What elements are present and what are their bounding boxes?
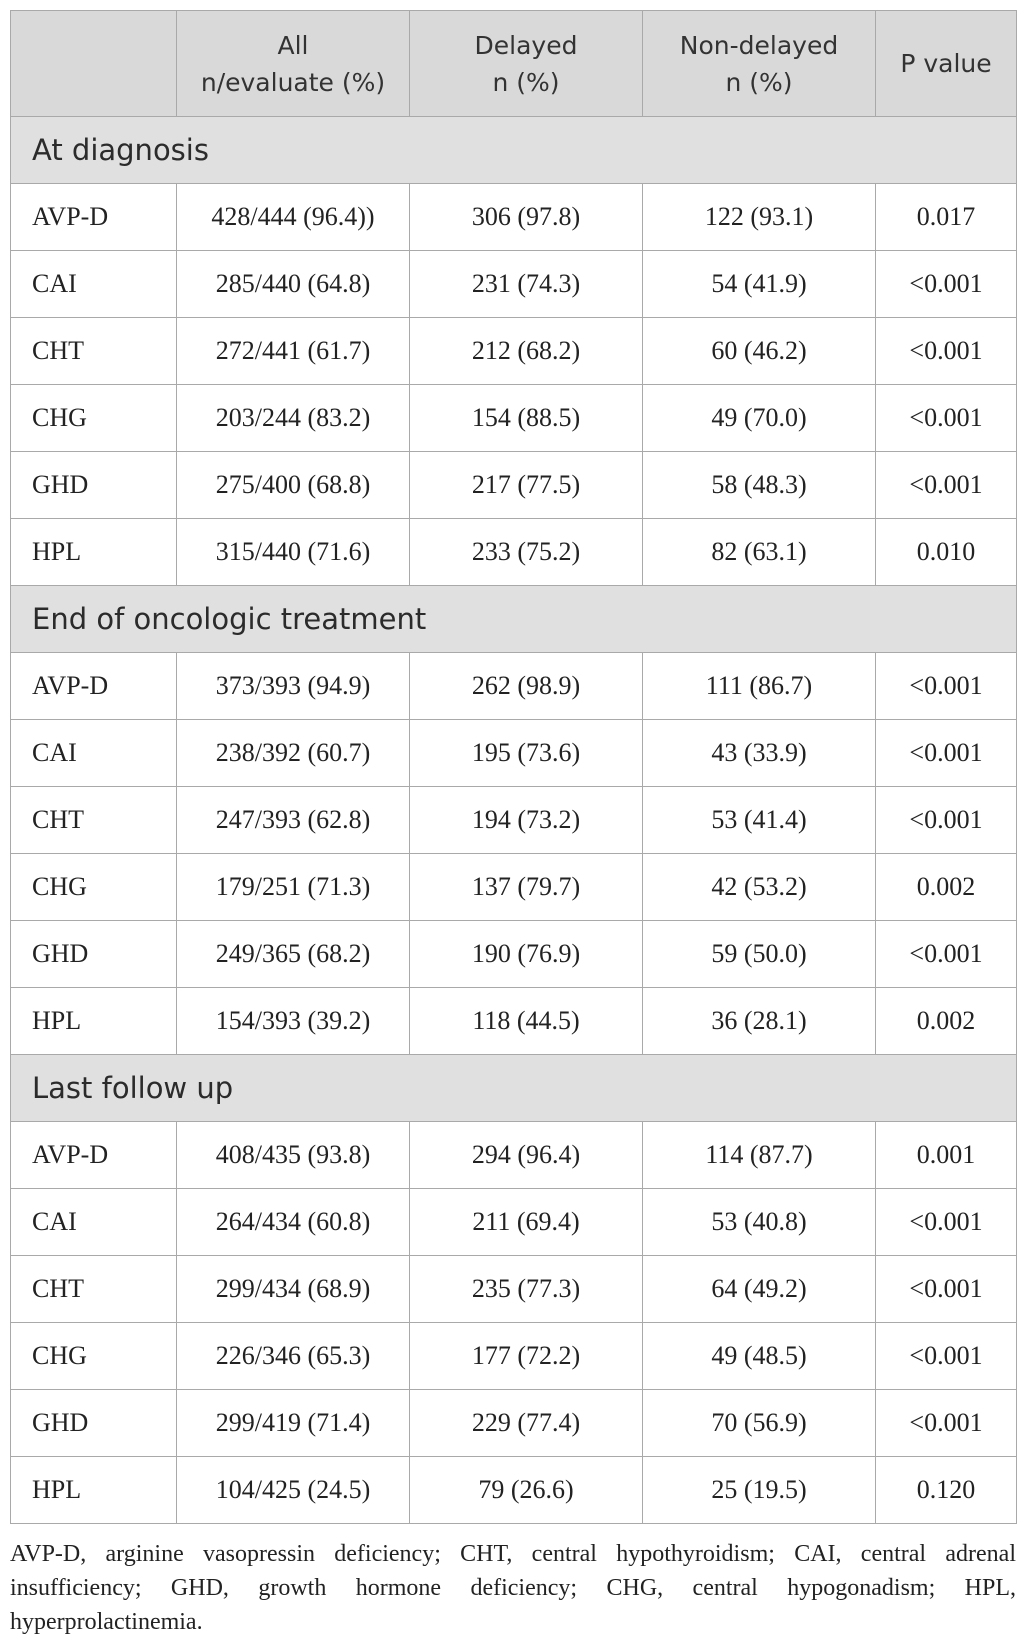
section-header-row: [11, 1055, 1017, 1122]
cell-all: 154/393 (39.2): [177, 988, 410, 1055]
cell-delayed: 233 (75.2): [410, 519, 643, 586]
cell-delayed: 137 (79.7): [410, 854, 643, 921]
cell-delayed: 79 (26.6): [410, 1457, 643, 1524]
table-row: [11, 318, 1017, 385]
header-row: [11, 11, 1017, 117]
cell-pvalue: <0.001: [876, 452, 1017, 519]
cell-all: 373/393 (94.9): [177, 653, 410, 720]
cell-delayed: 231 (74.3): [410, 251, 643, 318]
cell-nondelayed: 59 (50.0): [643, 921, 876, 988]
row-label: AVP-D: [11, 1122, 177, 1189]
cell-delayed: 154 (88.5): [410, 385, 643, 452]
cell-all: 249/365 (68.2): [177, 921, 410, 988]
table-row: [11, 184, 1017, 251]
table-row: [11, 787, 1017, 854]
row-label: HPL: [11, 519, 177, 586]
cell-pvalue: 0.002: [876, 854, 1017, 921]
cell-delayed: 235 (77.3): [410, 1256, 643, 1323]
cell-pvalue: 0.002: [876, 988, 1017, 1055]
cell-pvalue: <0.001: [876, 1189, 1017, 1256]
cell-all: 299/419 (71.4): [177, 1390, 410, 1457]
header-all-line2: n/evaluate (%): [200, 67, 386, 97]
table-row: [11, 854, 1017, 921]
header-pvalue: [876, 11, 1017, 117]
header-delayed: [410, 11, 643, 117]
row-label: GHD: [11, 452, 177, 519]
header-delayed-line1: Delayed: [474, 30, 578, 60]
row-label: CHT: [11, 1256, 177, 1323]
table-container: [10, 10, 1016, 1524]
cell-nondelayed: 43 (33.9): [643, 720, 876, 787]
cell-all: 238/392 (60.7): [177, 720, 410, 787]
cell-delayed: 262 (98.9): [410, 653, 643, 720]
data-table: [10, 10, 1017, 1524]
cell-all: 226/346 (65.3): [177, 1323, 410, 1390]
table-row: [11, 385, 1017, 452]
row-label: CHT: [11, 318, 177, 385]
cell-all: 299/434 (68.9): [177, 1256, 410, 1323]
cell-pvalue: 0.017: [876, 184, 1017, 251]
row-label: GHD: [11, 1390, 177, 1457]
cell-nondelayed: 122 (93.1): [643, 184, 876, 251]
header-pvalue-line1: P value: [900, 49, 992, 78]
cell-nondelayed: 54 (41.9): [643, 251, 876, 318]
cell-delayed: 195 (73.6): [410, 720, 643, 787]
cell-all: 408/435 (93.8): [177, 1122, 410, 1189]
section-title: At diagnosis: [11, 117, 1017, 184]
cell-pvalue: <0.001: [876, 1323, 1017, 1390]
row-label: HPL: [11, 1457, 177, 1524]
cell-nondelayed: 70 (56.9): [643, 1390, 876, 1457]
section-title: End of oncologic treatment: [11, 586, 1017, 653]
cell-all: 315/440 (71.6): [177, 519, 410, 586]
cell-pvalue: 0.010: [876, 519, 1017, 586]
row-label: CAI: [11, 1189, 177, 1256]
row-label: CHG: [11, 854, 177, 921]
cell-nondelayed: 60 (46.2): [643, 318, 876, 385]
footnote: AVP-D, arginine vasopressin deficiency; CHT, central hypothyroidism; CAI, central adrenal insufficiency; GHD, growth hormone deficiency; CHG, central hypogonadism; HPL, hyperprolactinemia.: [10, 1541, 1016, 1635]
cell-pvalue: <0.001: [876, 720, 1017, 787]
section-header-row: [11, 117, 1017, 184]
cell-all: 272/441 (61.7): [177, 318, 410, 385]
cell-delayed: 211 (69.4): [410, 1189, 643, 1256]
section-header-row: [11, 586, 1017, 653]
table-row: [11, 452, 1017, 519]
cell-all: 264/434 (60.8): [177, 1189, 410, 1256]
cell-all: 275/400 (68.8): [177, 452, 410, 519]
row-label: AVP-D: [11, 184, 177, 251]
table-row: [11, 1323, 1017, 1390]
row-label: CHG: [11, 1323, 177, 1390]
row-label: HPL: [11, 988, 177, 1055]
table-row: [11, 720, 1017, 787]
header-all-line1: All: [277, 30, 309, 60]
cell-pvalue: <0.001: [876, 1390, 1017, 1457]
header-delayed-line2: n (%): [492, 67, 560, 97]
table-row: [11, 653, 1017, 720]
table-row: [11, 921, 1017, 988]
cell-pvalue: <0.001: [876, 385, 1017, 452]
row-label: CHG: [11, 385, 177, 452]
cell-nondelayed: 64 (49.2): [643, 1256, 876, 1323]
table-row: [11, 1122, 1017, 1189]
row-label: CAI: [11, 720, 177, 787]
header-nondelayed-line2: n (%): [725, 67, 793, 97]
cell-delayed: 217 (77.5): [410, 452, 643, 519]
cell-nondelayed: 114 (87.7): [643, 1122, 876, 1189]
cell-nondelayed: 42 (53.2): [643, 854, 876, 921]
table-row: [11, 988, 1017, 1055]
header-blank: [11, 11, 177, 117]
row-label: GHD: [11, 921, 177, 988]
cell-nondelayed: 82 (63.1): [643, 519, 876, 586]
section-title: Last follow up: [11, 1055, 1017, 1122]
cell-delayed: 212 (68.2): [410, 318, 643, 385]
cell-all: 428/444 (96.4)): [177, 184, 410, 251]
cell-pvalue: <0.001: [876, 787, 1017, 854]
cell-pvalue: 0.001: [876, 1122, 1017, 1189]
table-body: [11, 117, 1017, 1524]
header-all: [177, 11, 410, 117]
cell-delayed: 194 (73.2): [410, 787, 643, 854]
cell-nondelayed: 36 (28.1): [643, 988, 876, 1055]
cell-nondelayed: 49 (48.5): [643, 1323, 876, 1390]
cell-nondelayed: 49 (70.0): [643, 385, 876, 452]
cell-all: 179/251 (71.3): [177, 854, 410, 921]
table-row: [11, 251, 1017, 318]
cell-delayed: 118 (44.5): [410, 988, 643, 1055]
row-label: AVP-D: [11, 653, 177, 720]
cell-pvalue: <0.001: [876, 318, 1017, 385]
header-nondelayed-line1: Non-delayed: [679, 30, 839, 60]
cell-pvalue: <0.001: [876, 251, 1017, 318]
cell-nondelayed: 58 (48.3): [643, 452, 876, 519]
cell-all: 104/425 (24.5): [177, 1457, 410, 1524]
cell-nondelayed: 111 (86.7): [643, 653, 876, 720]
cell-delayed: 294 (96.4): [410, 1122, 643, 1189]
cell-all: 203/244 (83.2): [177, 385, 410, 452]
row-label: CAI: [11, 251, 177, 318]
cell-delayed: 177 (72.2): [410, 1323, 643, 1390]
table-row: [11, 1256, 1017, 1323]
table-row: [11, 1390, 1017, 1457]
table-row: [11, 519, 1017, 586]
cell-all: 247/393 (62.8): [177, 787, 410, 854]
header-nondelayed: [643, 11, 876, 117]
cell-nondelayed: 53 (40.8): [643, 1189, 876, 1256]
cell-pvalue: <0.001: [876, 653, 1017, 720]
cell-delayed: 306 (97.8): [410, 184, 643, 251]
cell-all: 285/440 (64.8): [177, 251, 410, 318]
cell-delayed: 190 (76.9): [410, 921, 643, 988]
cell-delayed: 229 (77.4): [410, 1390, 643, 1457]
table-row: [11, 1457, 1017, 1524]
table-row: [11, 1189, 1017, 1256]
cell-pvalue: <0.001: [876, 921, 1017, 988]
cell-nondelayed: 25 (19.5): [643, 1457, 876, 1524]
cell-pvalue: 0.120: [876, 1457, 1017, 1524]
cell-pvalue: <0.001: [876, 1256, 1017, 1323]
row-label: CHT: [11, 787, 177, 854]
cell-nondelayed: 53 (41.4): [643, 787, 876, 854]
